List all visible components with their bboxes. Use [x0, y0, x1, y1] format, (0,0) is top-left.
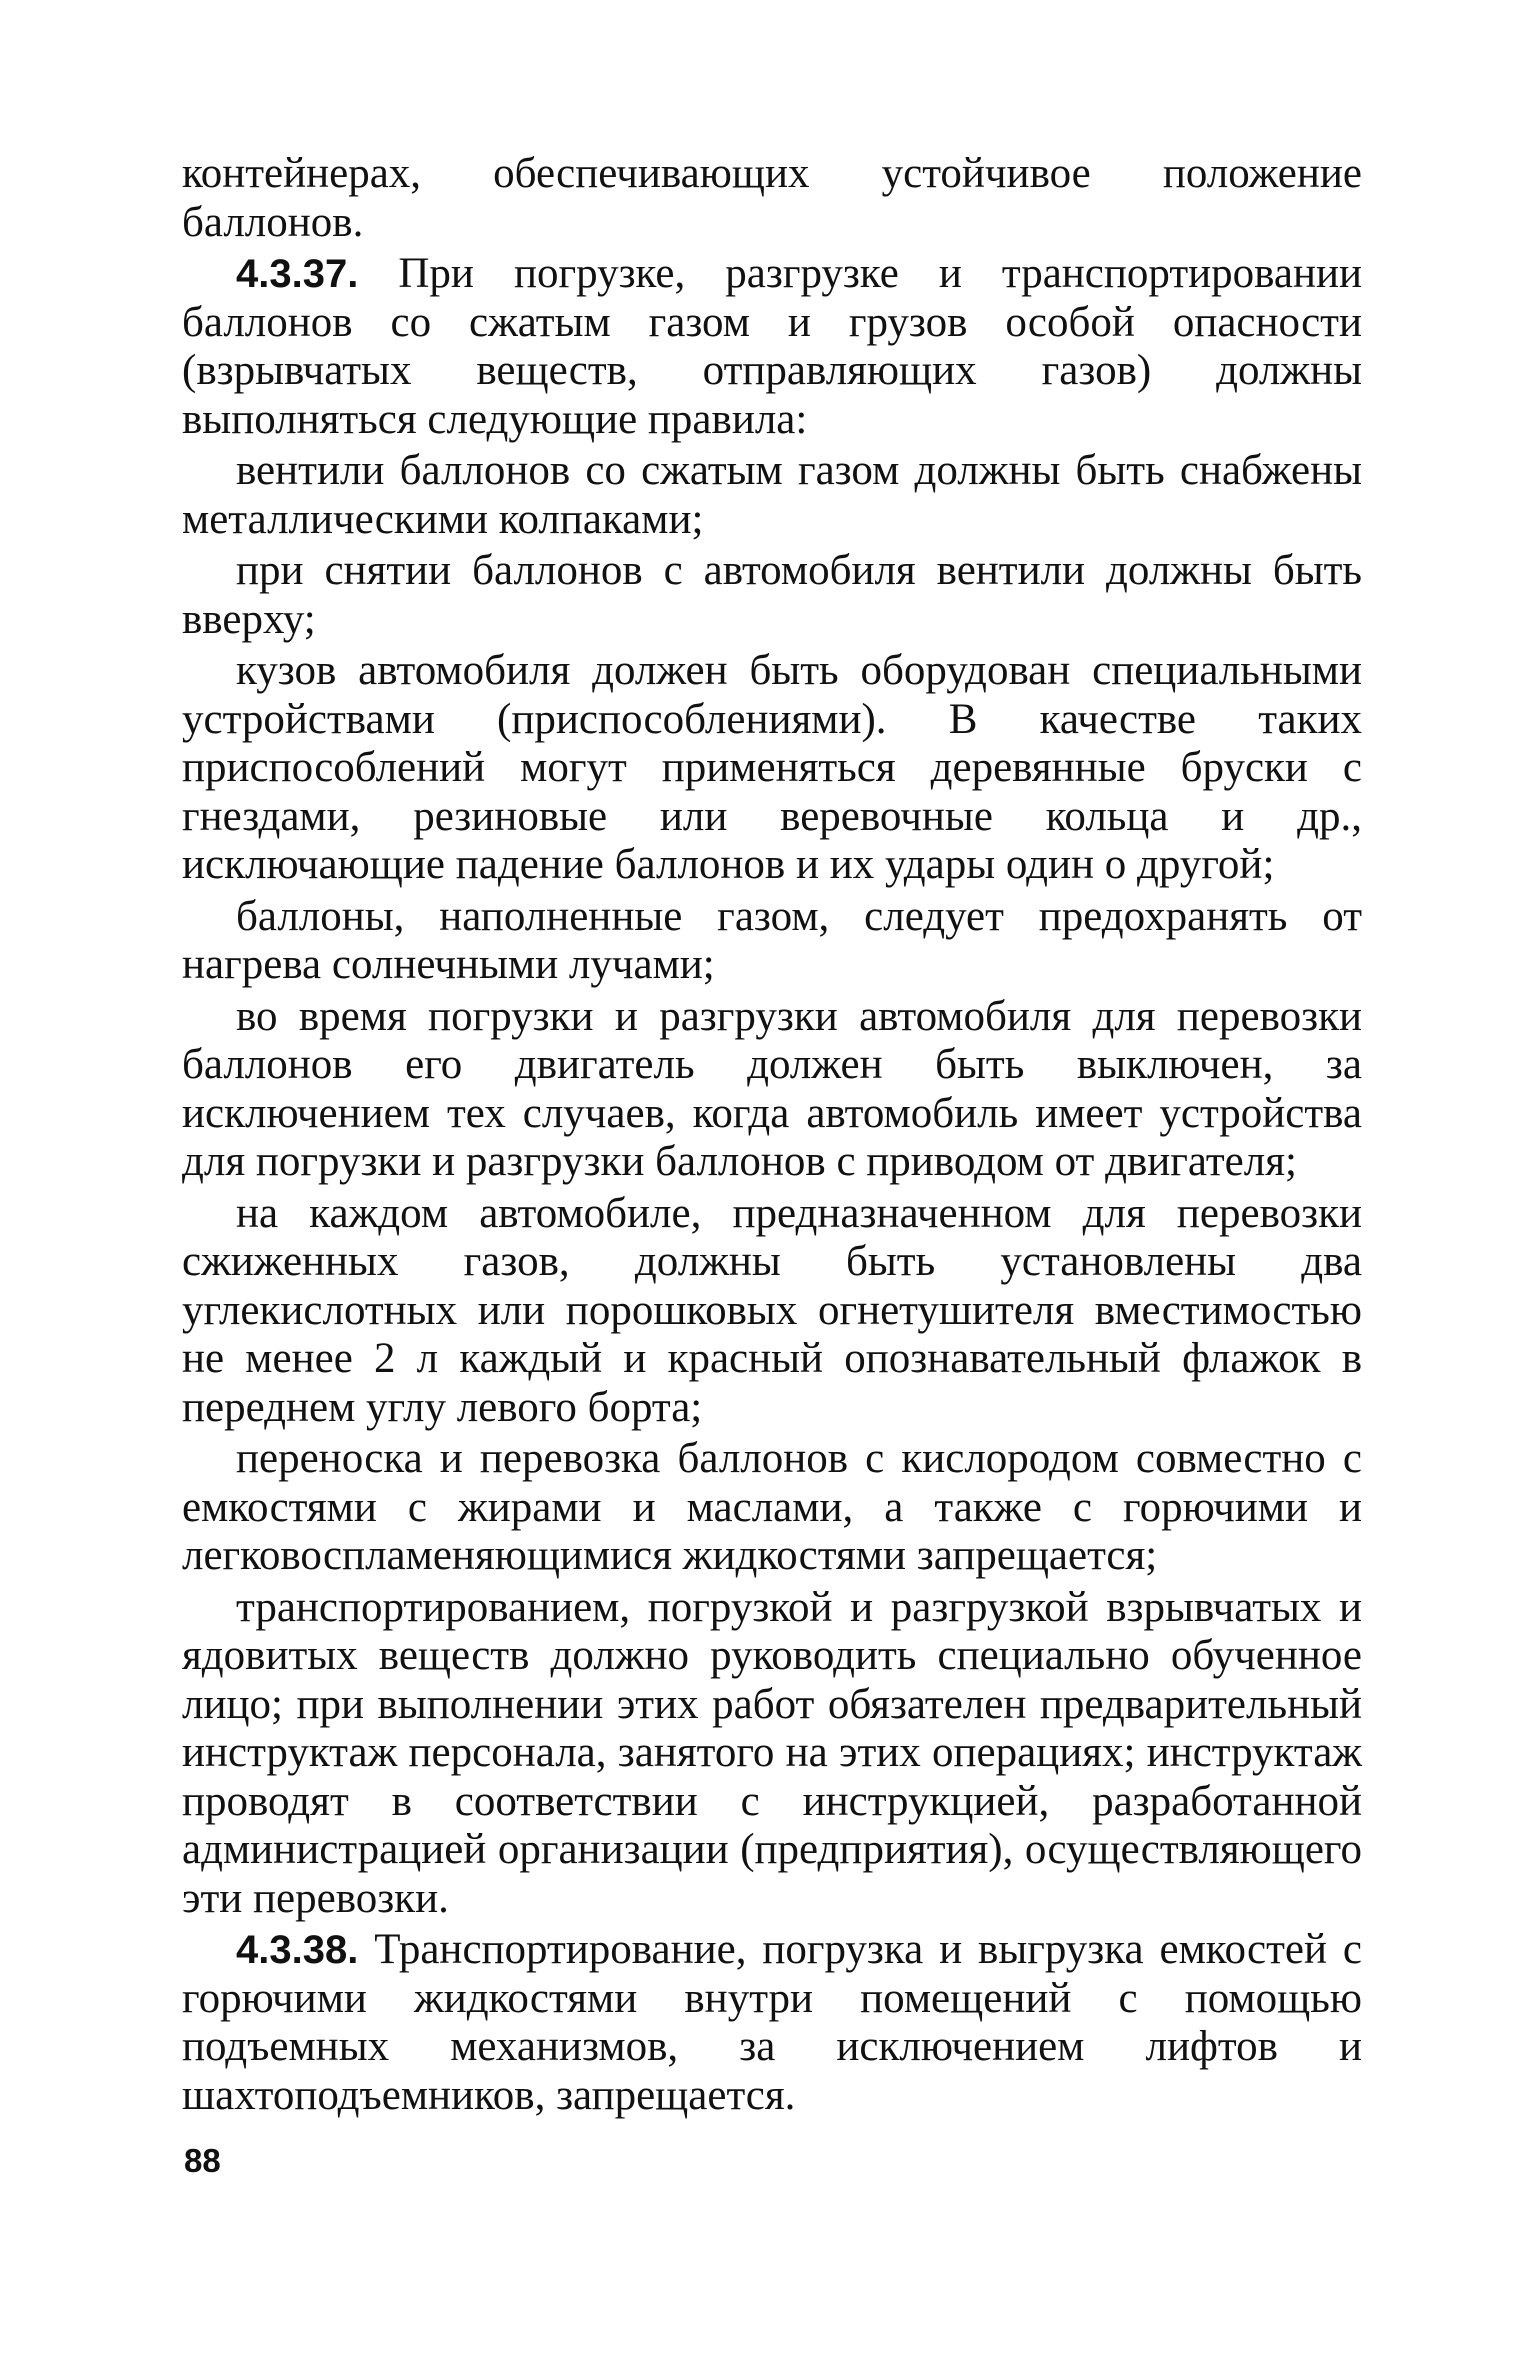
clause-number: 4.3.38.: [236, 1928, 359, 1972]
rule-paragraph-6: на каждом автомобиле, предназначенном для перевозки сжиженных газов, должны быть установлены два углекислотных или порошковых огнетушителя вместимостью не менее 2 л каждый и красный опознавательный флажок в переднем углу левого борта;: [182, 1189, 1362, 1431]
rule-paragraph-3: кузов автомобиля должен быть оборудован специальными устройствами (приспособлениями). В качестве таких приспособлений могут применяться деревянные бруски с гнездами, резиновые или веревочные кольца и др., исключающие падение баллонов и их удары один о другой;: [182, 647, 1362, 888]
continuation-paragraph: контейнерах, обеспечивающих устойчивое положение баллонов.: [182, 150, 1362, 246]
clause-intro-text: При погрузке, разгрузке и транспортировании баллонов со сжатым газом и грузов особой опасности (взрывчатых веществ, отправляющих газов) должны выполняться следующие правила:: [182, 250, 1362, 443]
page-number: 88: [184, 2142, 221, 2179]
rule-paragraph-8: транспортированием, погрузкой и разгрузкой взрывчатых и ядовитых веществ должно руководить специально обученное лицо; при выполнении этих работ обязателен предварительный инструктаж персонала, занятого на этих операциях; инструктаж проводят в соответствии с инструкцией, разработанной администрацией организации (предприятия), осуществляющего эти перевозки.: [182, 1583, 1362, 1922]
clause-number: 4.3.37.: [236, 252, 359, 296]
rule-paragraph-7: переноска и перевозка баллонов с кислородом совместно с емкостями с жирами и маслами, а также с горючими и легковоспламеняющимися жидкостями запрещается;: [182, 1435, 1362, 1579]
rule-paragraph-5: во время погрузки и разгрузки автомобиля для перевозки баллонов его двигатель должен быть выключен, за исключением тех случаев, когда автомобиль имеет устройства для погрузки и разгрузки баллонов с приводом от двигателя;: [182, 992, 1362, 1185]
clause-text: Транспортирование, погрузка и выгрузка емкостей с горючими жидкостями внутри помещений с помощью подъемных механизмов, за исключением лифтов и шахтоподъемников, запрещается.: [182, 1926, 1362, 2119]
rule-paragraph-1: вентили баллонов со сжатым газом должны быть снабжены металлическими колпаками;: [182, 447, 1362, 543]
clause-4-3-37-intro: [182, 250, 1362, 444]
rule-paragraph-4: баллоны, наполненные газом, следует предохранять от нагрева солнечными лучами;: [182, 892, 1362, 988]
clause-4-3-38: [182, 1926, 1362, 2120]
document-page: [182, 150, 1362, 2123]
rule-paragraph-2: при снятии баллонов с автомобиля вентили должны быть вверху;: [182, 547, 1362, 643]
